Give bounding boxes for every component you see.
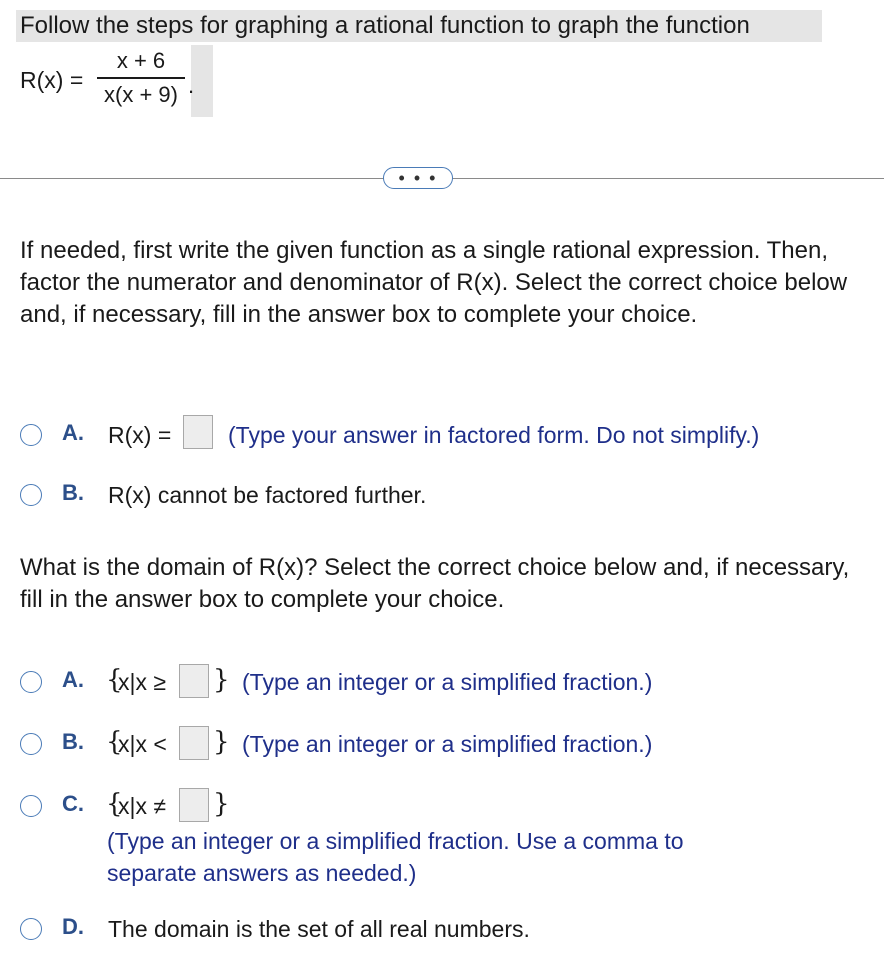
choice-letter: A. [62, 420, 84, 445]
function-label: R(x) = [20, 67, 84, 93]
set-notation: x|x ≥ [118, 669, 166, 695]
part2-instructions: What is the domain of R(x)? Select the correct choice below and, if necessary, fill in the answer box to complete your choice. [20, 554, 850, 613]
set-notation: x|x < [118, 731, 167, 757]
choice-letter: C. [62, 791, 84, 816]
function-highlight [191, 45, 213, 117]
fraction-numerator: x + 6 [116, 48, 166, 73]
part2-c-answer-box[interactable] [179, 788, 209, 822]
more-button[interactable]: • • • [383, 167, 453, 189]
choice-text: R(x) cannot be factored further. [108, 482, 427, 508]
part1-choice-b-radio[interactable] [20, 484, 42, 506]
part2-c-hint-line1: (Type an integer or a simplified fraction. Use a comma to [107, 828, 684, 854]
choice-letter: B. [62, 729, 84, 754]
part2-choice-b-radio[interactable] [20, 733, 42, 755]
open-brace: { [106, 727, 123, 757]
function-expression [20, 45, 196, 120]
function-period: . [188, 73, 195, 98]
close-brace: } [213, 789, 230, 819]
set-notation: x|x ≠ [118, 793, 166, 819]
choice-hint: (Type an integer or a simplified fraction.) [242, 731, 653, 757]
part1-choice-a-radio[interactable] [20, 424, 42, 446]
choice-hint: (Type an integer or a simplified fraction.) [242, 669, 653, 695]
part2-choice-d-radio[interactable] [20, 918, 42, 940]
part2-b-answer-box[interactable] [179, 726, 209, 760]
part1-answer-box[interactable] [183, 415, 213, 449]
part2-choice-a-radio[interactable] [20, 671, 42, 693]
choice-text: The domain is the set of all real numbers. [108, 916, 530, 942]
close-brace: } [213, 665, 230, 695]
part2-a-answer-box[interactable] [179, 664, 209, 698]
part1-instructions: If needed, first write the given function as a single rational expression. Then, factor the numerator and denominator of R(x). Select the correct choice below and, if necessary, fill in the answer box to complete your choice. [20, 237, 848, 328]
fraction-denominator: x(x + 9) [104, 81, 178, 107]
choice-letter: B. [62, 480, 84, 505]
part2-c-hint-line2: separate answers as needed.) [107, 860, 417, 886]
close-brace: } [213, 727, 230, 757]
choice-prefix: R(x) = [108, 422, 172, 448]
choice-letter: A. [62, 667, 84, 692]
choice-letter: D. [62, 914, 84, 939]
part2-choice-c-radio[interactable] [20, 795, 42, 817]
open-brace: { [106, 665, 123, 695]
choice-hint: (Type your answer in factored form. Do not simplify.) [228, 422, 760, 448]
fraction [95, 45, 187, 111]
open-brace: { [106, 789, 123, 819]
prompt-text: Follow the steps for graphing a rational function to graph the function [20, 12, 750, 39]
